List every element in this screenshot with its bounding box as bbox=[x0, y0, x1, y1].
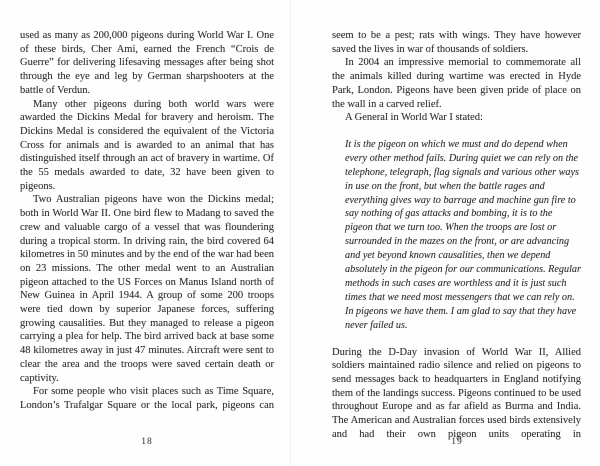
paragraph-pest: seem to be a pest; rats with wings. They have however saved the lives in war of thousands of soldiers. bbox=[332, 30, 581, 55]
left-page-number: 18 bbox=[141, 437, 153, 447]
left-page-text-block bbox=[20, 29, 274, 413]
paragraph-cher-ami: used as many as 200,000 pigeons during World War I. One of these birds, Cher Ami, earned the French “Crois de Guerre” for delivering lifesaving messages after being shot through the eye and leg by German sharpshooters at the battle of Verdun. bbox=[20, 30, 274, 96]
blockquote-general-statement: It is the pigeon on which we must and do depend when every other method fails. During quiet we can rely on the telephone, telegraph, flag signals and various other ways in use on the front, but when the battle rages and everything gives way to barrage and machine gun fire to say nothing of gas attacks and bombing, it is to the pigeon that we turn too. When the troops are lost or surrounded in the mazes on the front, or are advancing and yet beyond known causalities, then we depend absolutely in the pigeon for our communications. Regular methods in such cases are worthless and it is just such times that we need most messengers that we can rely on. In pigeons we have them. I am glad to say that they have never failed us. bbox=[345, 138, 581, 331]
paragraph-dday: During the D-Day invasion of World War II, Allied soldiers maintained radio silence and relied on pigeons to send messages back to headquarters in England notifying them of the landings success. Pigeons continued to be used throughout Europe and as far afield as Burma and India. The American and Australian forces used birds extensively and had their own pigeon units operating in bbox=[332, 346, 581, 440]
paragraph-general-intro: A General in World War I stated: bbox=[345, 112, 483, 124]
right-page-text-block bbox=[332, 29, 581, 442]
page-gutter-divider bbox=[290, 0, 291, 466]
paragraph-australian-pigeons: Two Australian pigeons have won the Dickins medal; both in World War II. One bird flew to Madang to saved the crew and valuable cargo of a vessel that was floundering during a tropical storm. In driving rain, the bird covered 64 kilometres in 50 minutes and by the end of the war had been on 23 missions. The other medal went to an Australian pigeon attached to the US Forces on Manus Island north of New Guinea in April 1944. A group of some 200 troops were tied down by superior Japanese forces, suffering growing causalities. But they managed to release a pigeon carrying a plea for help. The bird arrived back at base some 48 kilometres away in just 47 minutes. Aircraft were sent to clear the area and the troops were saved certain death or captivity. bbox=[20, 194, 274, 384]
paragraph-city-squares: For some people who visit places such as Time Square, London’s Trafalgar Square or the local park, pigeons can bbox=[20, 386, 274, 411]
paragraph-dickins-medal: Many other pigeons during both world wars were awarded the Dickins Medal for bravery and heroism. The Dickins Medal is considered the equivalent of the Victoria Cross for animals and is awarded to an animal that has distinguished itself through an act of bravery in wartime. Of the 55 medals awarded to date, 32 have been given to pigeons. bbox=[20, 98, 274, 192]
right-page-number: 19 bbox=[451, 437, 463, 447]
paragraph-memorial: In 2004 an impressive memorial to commemorate all the animals killed during wartime was erected in Hyde Park, London. Pigeons have been given pride of place on the wall in a carved relief. bbox=[332, 57, 581, 110]
